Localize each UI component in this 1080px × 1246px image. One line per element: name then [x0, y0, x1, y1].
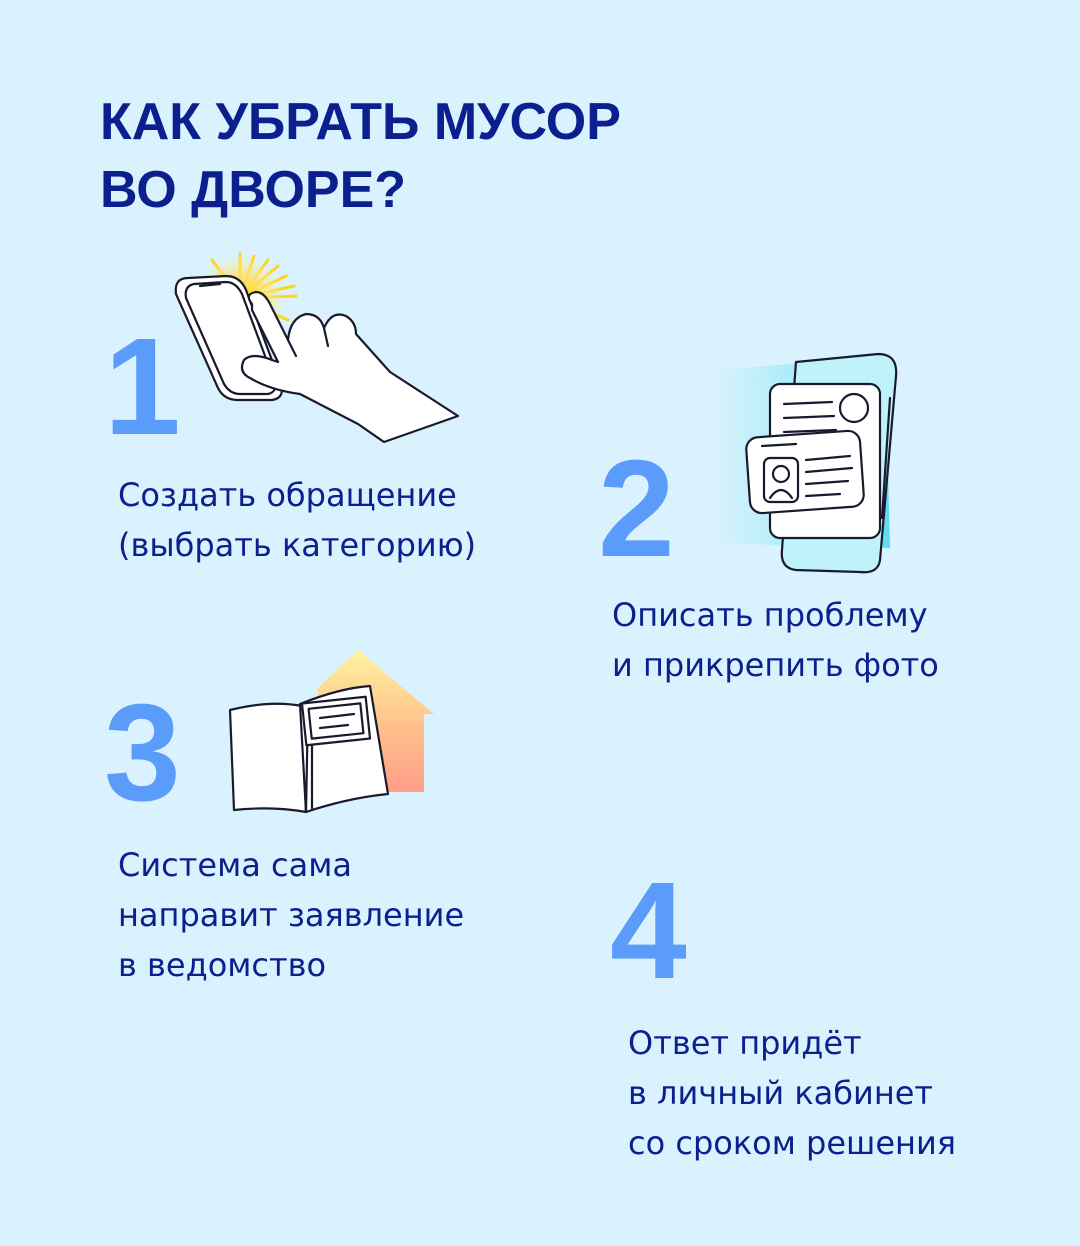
step-4-line-3: со сроком решения — [628, 1124, 956, 1162]
step-1-line-1: Создать обращение — [118, 476, 457, 514]
step-2-line-1: Описать проблему — [612, 596, 928, 634]
step-3-line-3: в ведомство — [118, 946, 327, 984]
step-4-line-2: в личный кабинет — [628, 1074, 934, 1112]
title-line-1: КАК УБРАТЬ МУСОР — [100, 93, 621, 151]
step-4-number: 4 — [610, 854, 687, 1008]
step-2-text — [612, 590, 939, 690]
step-1-line-2: (выбрать категорию) — [118, 526, 477, 564]
step-2-line-2: и прикрепить фото — [612, 646, 939, 684]
step-3-line-1: Система сама — [118, 846, 352, 884]
title-line-2: ВО ДВОРЕ? — [100, 161, 407, 219]
step-3-text — [118, 840, 464, 990]
step-4-line-1: Ответ придёт — [628, 1024, 862, 1062]
step-1-number: 1 — [104, 310, 181, 464]
open-book-house-icon — [220, 648, 440, 818]
step-3-line-2: направит заявление — [118, 896, 465, 934]
hand-tap-icon — [160, 248, 470, 448]
page-title — [100, 88, 621, 224]
step-2-number: 2 — [598, 432, 675, 586]
step-1-text — [118, 470, 476, 570]
step-3-number: 3 — [104, 676, 181, 830]
step-4-text — [628, 1018, 956, 1168]
phone-documents-icon — [700, 348, 920, 578]
